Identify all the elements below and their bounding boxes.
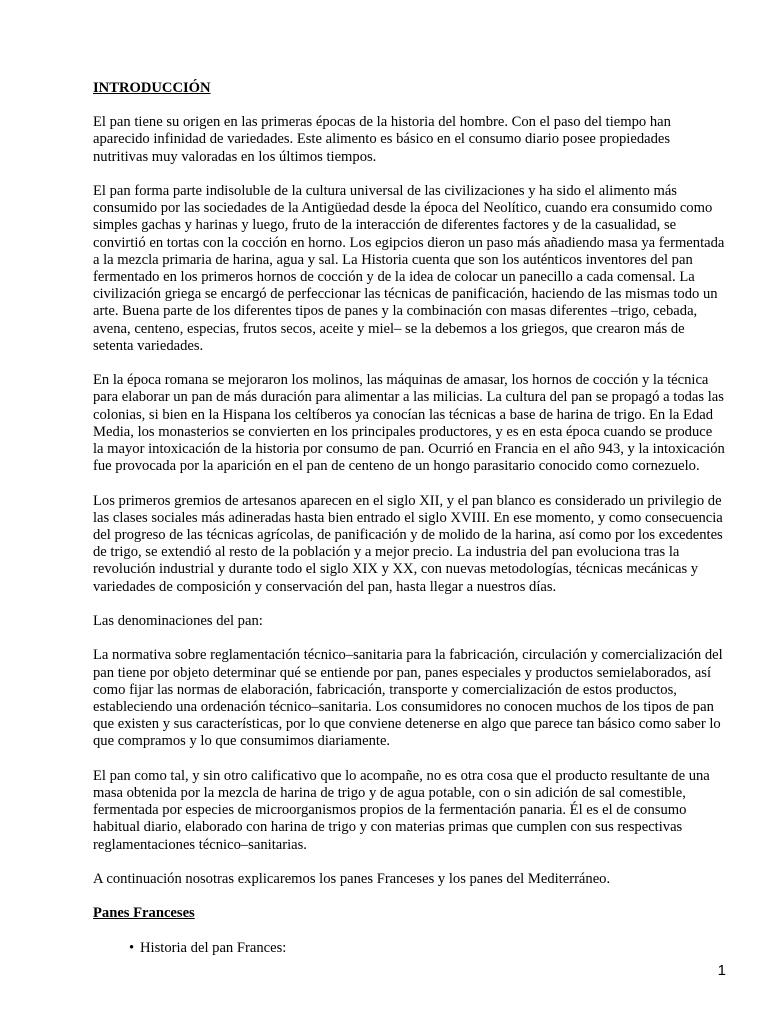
paragraph-8: A continuación nosotras explicaremos los panes Franceses y los panes del Mediterráneo.	[93, 871, 611, 888]
bullet-marker: •	[129, 939, 135, 956]
paragraph-6: La normativa sobre reglamentación técnico–sanitaria para la fabricación, circulación y comercialización del pan tiene por objeto determinar qué se entiende por pan, panes especiales y productos semielaborados, así como fijar las normas de elaboración, fabricación, transporte y comercialización de estos productos, estableciendo una ordenación técnico–sanitaria. Los consumidores no conocen muchos de los tipos de pan que existen y sus características, por lo que conviene detenerse en algo que parece tan básico como saber lo que compramos y lo que consumimos diariamente.	[93, 647, 723, 750]
section-heading: INTRODUCCIÓN	[93, 80, 211, 96]
list-item	[93, 940, 725, 957]
subsection-heading: Panes Franceses	[93, 905, 195, 922]
paragraph-5: Las denominaciones del pan:	[93, 613, 263, 630]
page-number: 1	[717, 962, 726, 979]
paragraph-2: El pan forma parte indisoluble de la cultura universal de las civilizaciones y ha sido el alimento más consumido por las sociedades de la Antigüedad desde la época del Neolítico, cuando era consumido como simples gachas y harinas y luego, fruto de la interacción de diferentes factores y de la casualidad, se convirtió en tortas con la cocción en horno. Los egipcios dieron un paso más añadiendo masa ya fermentada a la mezcla primaria de harina, agua y sal. La Historia cuenta que son los auténticos inventores del pan fermentado en los primeros hornos de cocción y de la idea de colocar un panecillo a cada comensal. La civilización griega se encargó de perfeccionar las técnicas de panificación, haciendo de las mismas todo un arte. Buena parte de los diferentes tipos de panes y la combinación con masas diferentes –trigo, cebada, avena, centeno, especias, frutos secos, aceite y miel– se la debemos a los griegos, que crearon más de setenta variedades.	[93, 183, 725, 354]
paragraph-7: El pan como tal, y sin otro calificativo que lo acompañe, no es otra cosa que el producto resultante de una masa obtenida por la mezcla de harina de trigo y de agua potable, con o sin adición de sal comestible, fermentada por especies de microorganismos propios de la fermentación panaria. Él es el de consumo habitual diario, elaborado con harina de trigo y con materias primas que cumplen con sus respectivas reglamentaciones técnico–sanitarias.	[93, 767, 710, 853]
document-page	[93, 80, 725, 957]
paragraph-1: El pan tiene su origen en las primeras épocas de la historia del hombre. Con el paso del tiempo han aparecido infinidad de variedades. Este alimento es básico en el consumo diario posee propiedades nutritivas muy valoradas en los últimos tiempos.	[93, 114, 671, 165]
paragraph-3: En la época romana se mejoraron los molinos, las máquinas de amasar, los hornos de cocción y la técnica para elaborar un pan de más duración para alimentar a las milicias. La cultura del pan se propagó a todas las colonias, si bien en la Hispana los celtíberos ya conocían las técnicas a base de harina de trigo. En la Edad Media, los monasterios se convierten en los principales productores, y es en esta época cuando se produce la mayor intoxicación de la historia por consumo de pan. Ocurrió en Francia en el año 943, y la intoxicación fue provocada por la aparición en el pan de centeno de un hongo parasitario conocido como cornezuelo.	[93, 372, 725, 475]
paragraph-4: Los primeros gremios de artesanos aparecen en el siglo XII, y el pan blanco es considerado un privilegio de las clases sociales más adineradas hasta bien entrado el siglo XVIII. En ese momento, y como consecuencia del progreso de las técnicas agrícolas, de panificación y de molido de la harina, así como por los excedentes de trigo, se extendió al resto de la población y a mejor precio. La industria del pan evoluciona tras la revolución industrial y durante todo el siglo XIX y XX, con nuevas metodologías, técnicas mecánicas y variedades de composición y conservación del pan, hasta llegar a nuestros días.	[93, 492, 723, 595]
bullet-list	[93, 940, 725, 957]
bullet-text: Historia del pan Frances:	[140, 939, 287, 956]
